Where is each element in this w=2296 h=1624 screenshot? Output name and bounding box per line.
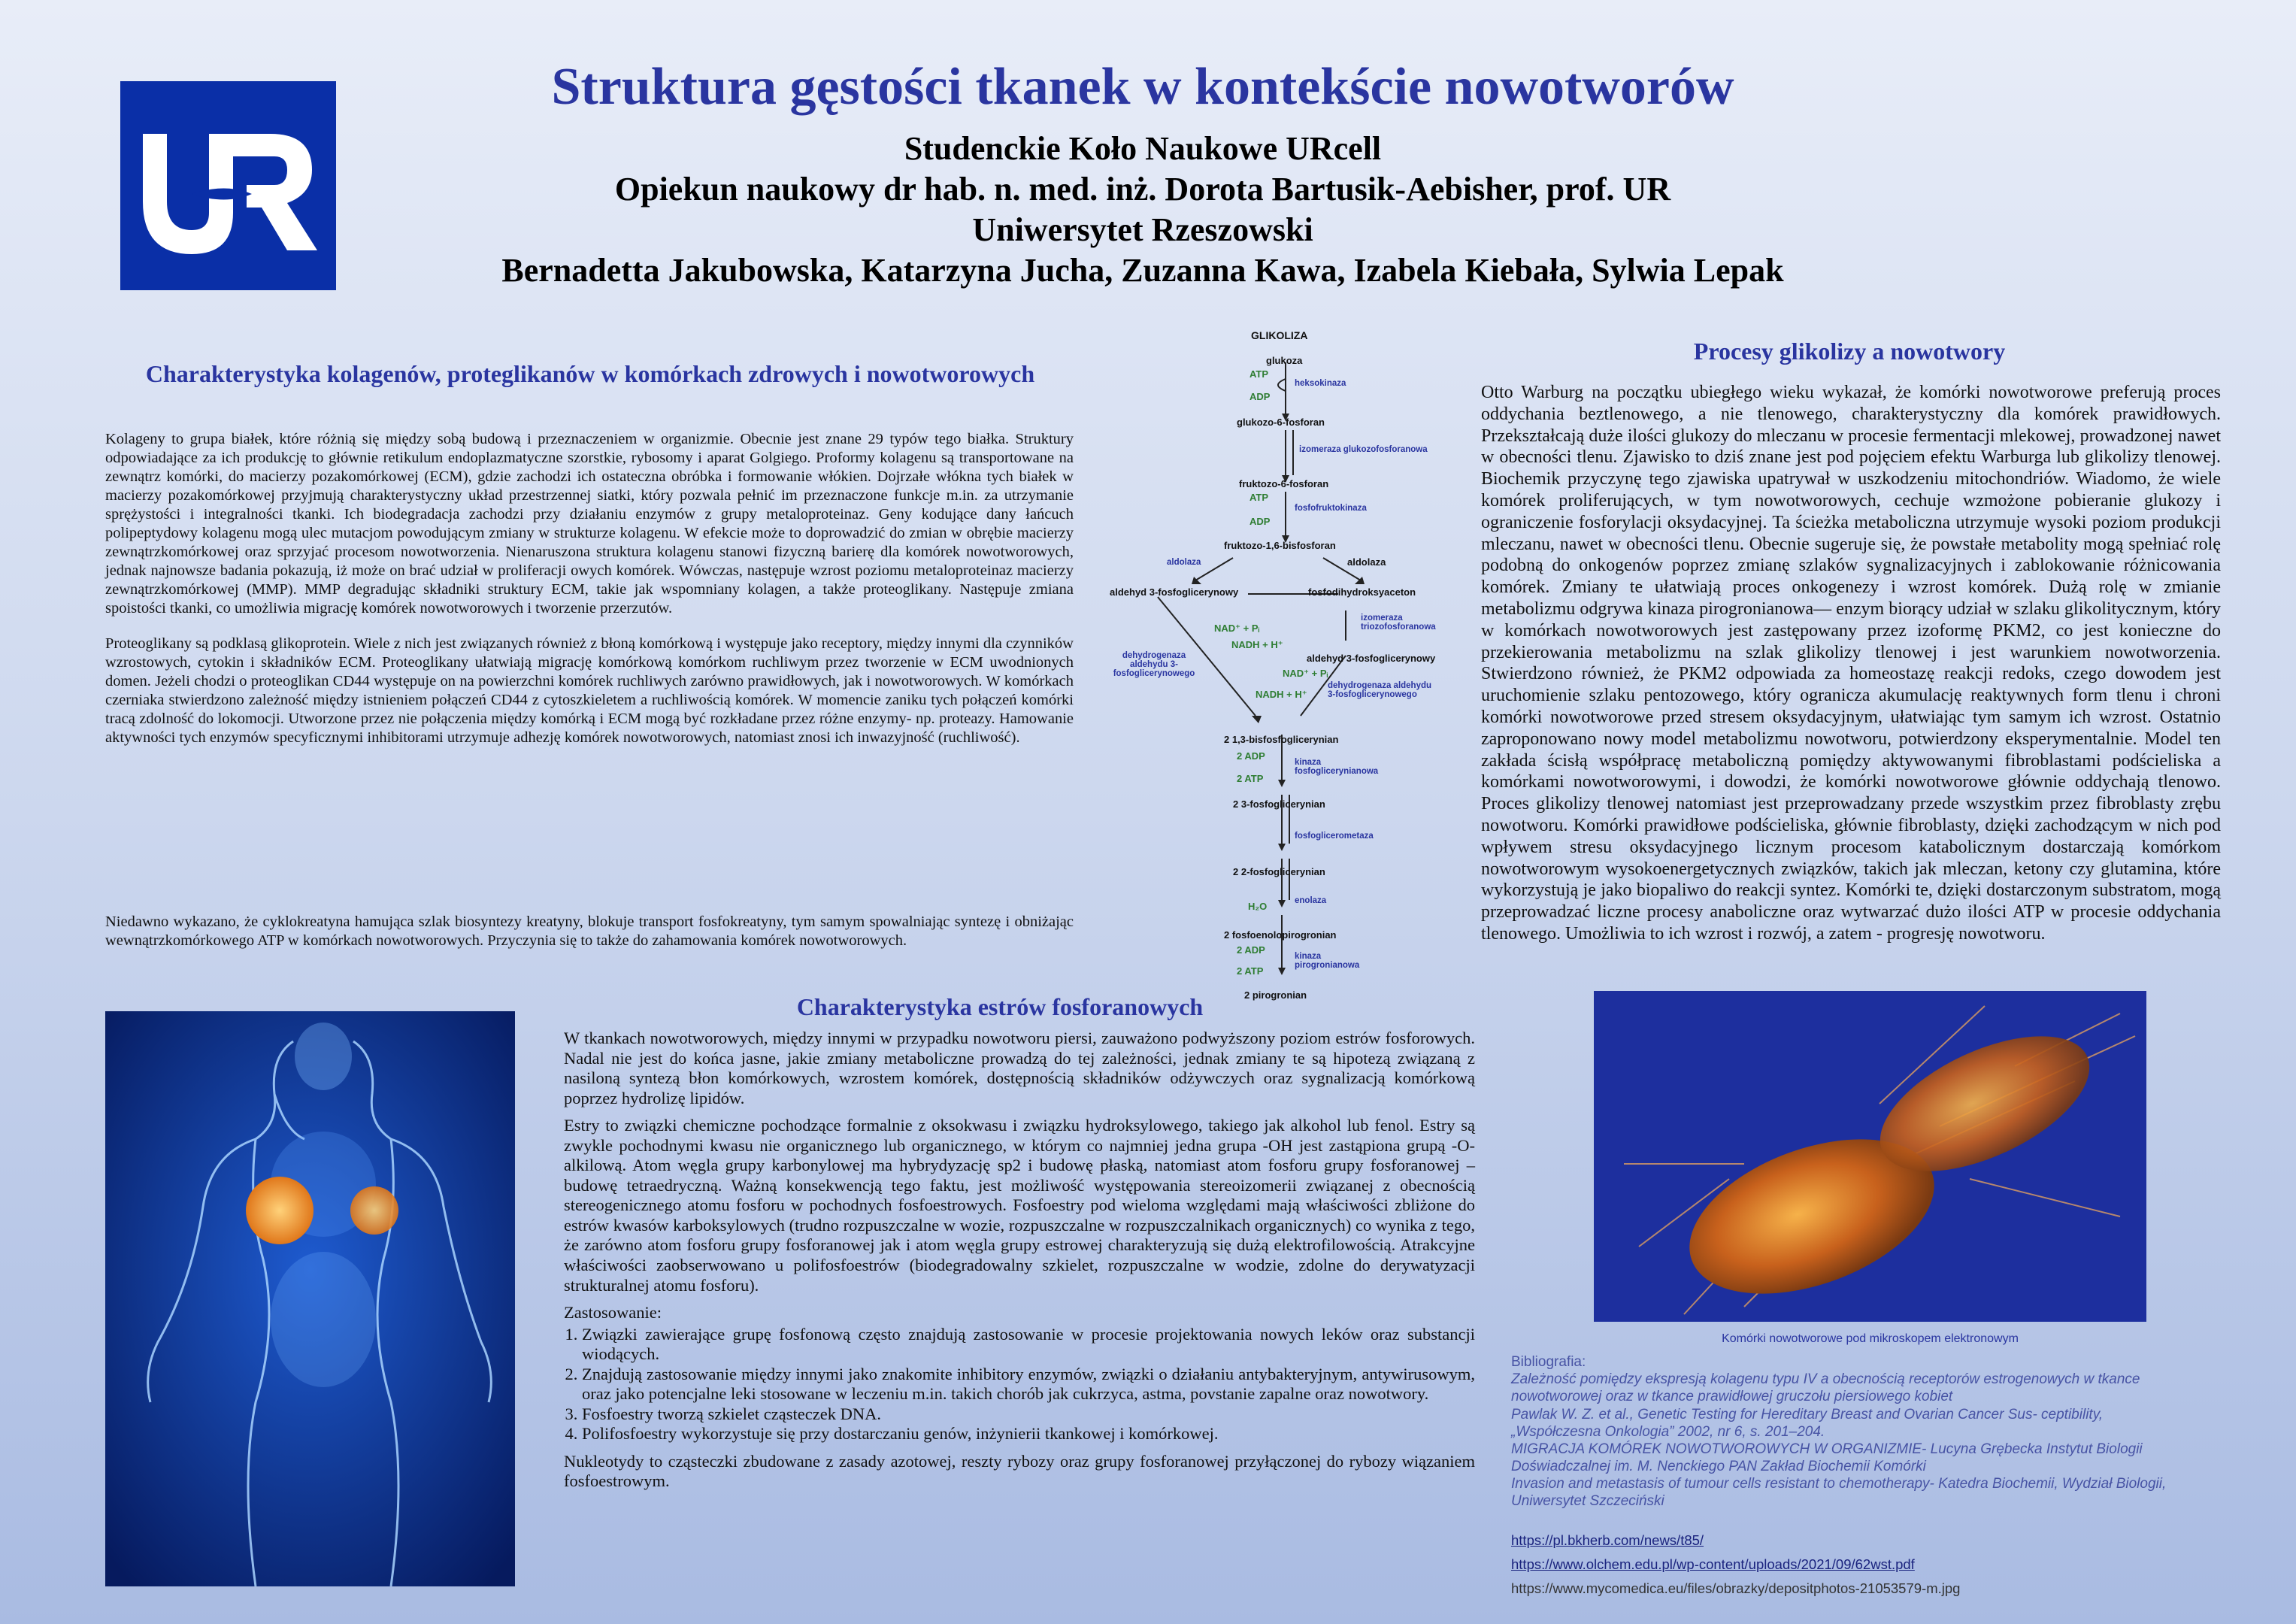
- enzyme-tpi: izomeraza triozofosforanowa: [1361, 614, 1436, 632]
- bibliography-link-1[interactable]: https://pl.bkherb.com/news/t85/: [1511, 1532, 1704, 1548]
- metabolite-bpg: 2 1,3-bisfosfoglicerynian: [1224, 734, 1339, 745]
- metabolite-glukoza: glukoza: [1266, 355, 1303, 366]
- breast-tumor-left-icon: [246, 1177, 314, 1244]
- metabolite-pg2: 2 2-fosfoglicerynian: [1233, 866, 1325, 877]
- enzyme-pgm: fosfoglicerometaza: [1295, 832, 1374, 841]
- bibliography-label: Bibliografia:: [1511, 1354, 1586, 1370]
- poster-title: Struktura gęstości tkanek w kontekście nowotworów: [551, 58, 1734, 116]
- collagen-section: [105, 430, 1074, 764]
- bibliography-item: Zależność pomiędzy ekspresją kolagenu typu IV a obecnością receptorów estrogenowych w tkance nowotworowej oraz w tkance prawidłowej gruczołu piersiowego kobiet: [1511, 1371, 2140, 1405]
- university-logo: [120, 81, 336, 290]
- cofactor-nadh2: NADH + H⁺: [1256, 689, 1307, 700]
- list-item: 3. Fosfoestry tworzą szkielet cząsteczek DNA.: [582, 1404, 1475, 1425]
- cofactor-atp4: 2 ATP: [1237, 965, 1264, 977]
- esters-paragraph-3: Nukleotydy to cząsteczki zbudowane z zasady azotowej, reszty rybozy oraz grupy fosforanowej przyłączonej do rybozy wiązaniem fosfoestrowym.: [564, 1451, 1475, 1491]
- cofactor-nadh1: NADH + H⁺: [1231, 639, 1283, 650]
- cofactor-nad1: NAD⁺ + Pᵢ: [1214, 623, 1260, 634]
- esters-paragraph-2: Estry to związki chemiczne pochodzące formalnie z oksokwasu i związku hydroksylowego, takiego jak alkohol lub fenol. Estry są zwykle pochodnymi kwasu nie organicznego lub organicznego, w którym co najmniej jedna grupa -OH jest zastąpiona grupą -O-alkilową. Atom węgla grupy karbonylowej ma hybrydyzację sp2 i budowę płaską, natomiast atom fosforu grupy fosforanowej – budowę tetraedryczną. Ważną konsekwencją tego faktu, jest możliwość występowania stereoizomerii związanej z obecnością stereogenicznego atomu fosforu w pochodnych fosfoestrowych. Fosfoestry pod wieloma względami mają właściwości zbliżone do estrów kwasów karboksylowych (trudno rozpuszczalne w wozie, rozpuszczalne w rozpuszczalnikach organicznych) co wynika z tego, że zarówno atom fosforu grupy fosforanowej jak i atom węgla grupy estrowej charakteryzują się dużą elektrofilowością. Atrakcyjne właściwości zaobserwowano u polifosfoestrów (biodegradowalny szkielet, rozpuszczalne w wodzie, zdolne do derywatyzacji strukturalnej atomu fosforu).: [564, 1116, 1475, 1295]
- header-line-3: Uniwersytet Rzeszowski: [972, 211, 1313, 248]
- uses-label: Zastosowanie:: [564, 1303, 662, 1323]
- bibliography: [1511, 1353, 2188, 1510]
- cofactor-nad2: NAD⁺ + Pᵢ: [1283, 668, 1328, 679]
- metabolite-f6p: fruktozo-6-fosforan: [1239, 478, 1329, 489]
- ur-logo-icon: [120, 81, 336, 290]
- uses-list: [564, 1325, 1475, 1444]
- collagen-paragraph-1: Kolageny to grupa białek, które różnią się między sobą budową i przeznaczeniem w organizmie. Obecnie jest znane 29 typów tego białka. Struktury odpowiadające za ich produkcję to głównie retikulum endoplazmatyczne szorstkie, rybosomy i aparat Golgiego. Proformy kolagenu są transportowane na zewnątrz komórki, do macierzy pozakomórkowej (ECM), gdzie zachodzi ich ostateczna obróbka i formowanie włókien. Dojrzałe włókna tych białek w macierzy pozakomórkowej przyjmują charakterystyczny układ przestrzennej siatki, który pozwala pełnić im przeznaczone funkcje m.in. za utrzymanie sprężystości i integralności tkanki. Ich biodegradacja zachodzi przy działaniu enzymów z grupy metaloproteinaz. Geny kodujące dany łańcuch polipeptydowy kolagenu mogą ulec mutacjom powodującym zmiany w strukturze kolagenu. W efekcie może to doprowadzić do zmian w obrębie macierzy zewnątrzkomórkowej oraz sprzyjać procesom nowotworzenia. Nienaruszona struktura kolagenu stanowi fizyczną barierę dla komórek nowotworowych, jednak najnowsze badania pokazują, iż może on brać udział w proliferacji owych komórek. Wówczas, następuje wzrost poziomu metaloproteinaz macierzy zewnątrzkomórkowej (MMP). MMP degradując składniki struktury ECM, takie jak wspomniany kolagen, a także proteoglikany. Następuje zmiana spoistości tkanki, co umożliwia migrację komórek nowotworowych i tworzenie przerzutów.: [105, 431, 1074, 617]
- cyclocreatine-paragraph: Niedawno wykazano, że cyklokreatyna hamująca szlak biosyntezy kreatyny, blokuje transport fosfokreatyny, tym samym spowalniając syntezę i obniżając wewnątrzkomórkowego ATP w komórkach nowotworowych. Przyczynia się to także do zahamowania komórek nowotworowych.: [105, 914, 1074, 949]
- bibliography-item: MIGRACJA KOMÓREK NOWOTWOROWYCH W ORGANIZMIE- Lucyna Grębecka Instytut Biologii Doświadczalnej im. M. Nenckiego PAN Zakład Biochemii Komórki: [1511, 1441, 2143, 1475]
- cancer-cells-micrograph: [1594, 991, 2146, 1322]
- cofactor-adp4: 2 ADP: [1237, 944, 1265, 956]
- header-line-4: Bernadetta Jakubowska, Katarzyna Jucha, Zuzanna Kawa, Izabela Kiebała, Sylwia Lepak: [501, 252, 1784, 289]
- collagen-heading: Charakterystyka kolagenów, proteglikanów w komórkach zdrowych i nowotworowych: [145, 360, 1035, 387]
- list-item: 1. Związki zawierające grupę fosfonową często znajdują zastosowanie w procesie projektowania nowych leków oraz substancji wiodących.: [582, 1325, 1475, 1365]
- metabolite-gap2: aldehyd 3-fosfoglicerynowy: [1307, 653, 1436, 664]
- enzyme-pgk: kinaza fosfoglicerynianowa: [1295, 758, 1379, 776]
- cofactor-adp3: 2 ADP: [1237, 750, 1265, 762]
- enzyme-gapdh-2: dehydrogenaza aldehydu 3-fosfoglicerynowego: [1328, 681, 1432, 699]
- proteoglycan-paragraph: Proteoglikany są podklasą glikoprotein. Wiele z nich jest związanych również z błoną komórkową i występuje jako receptory, między innymi dla czynników wzrostowych, cytokin i składników ECM. Proteoglikany ułatwiają migrację komórkową komórkom ruchliwym przez tworzenie w ECM uwodnionych domen. Jeżeli chodzi o proteoglikan CD44 występuje on na powierzchni komórek ruchliwych zarówno prawidłowych, jak i nowotworowych. W komórkach czerniaka stwierdzono zależność między istnieniem połączeń CD44 z cytoszkieletem a ruchliwością komórek. W momencie zaniku tych połączeń komórki tracą zdolność do lokomocji. Utworzone przez nie połączenia między komórką i ECM mogą być rozkładane przez różne enzymy- np. proteazy. Hamowanie aktywności tych enzymów specyficznymi inhibitorami utrzymuje adhezję komórek nowotworowych, natomiast znosi ich inwazyjność (ruchliwość).: [105, 635, 1074, 746]
- enzyme-aldolaza-1: aldolaza: [1167, 558, 1201, 567]
- esters-paragraph-1: W tkankach nowotworowych, między innymi w przypadku nowotworu piersi, zauważono podwyższony poziom estrów fosforowych. Nadal nie jest do końca jasne, jakie zmiany metaboliczne prowadzą do tej zależności, jednak zmiany te są hipotezą związaną z nasiloną syntezą błon komórkowych, wzrostem komórek, dostępnością składników odżywczych oraz sygnalizacją komórkową poprzez hydrolizę lipidów.: [564, 1029, 1475, 1107]
- enzyme-gpi: izomeraza glukozofosforanowa: [1299, 445, 1428, 454]
- enzyme-pk: kinaza pirogronianowa: [1295, 952, 1360, 970]
- list-item: 4. Polifosfoestry wykorzystuje się przy dostarczaniu genów, inżynierii tkankowej i komórkowej.: [582, 1424, 1475, 1444]
- metabolite-g6p: glukozo-6-fosforan: [1237, 417, 1325, 428]
- phosphate-esters-heading: Charakterystyka estrów fosforanowych: [796, 993, 1204, 1020]
- enzyme-heksokinaza: heksokinaza: [1295, 379, 1346, 388]
- enzyme-pfk: fosfofruktokinaza: [1295, 504, 1367, 513]
- bibliography-link-3[interactable]: https://www.mycomedica.eu/files/obrazky/depositphotos-21053579-m.jpg: [1511, 1580, 1961, 1596]
- enzyme-gapdh-1: dehydrogenaza aldehydu 3-fosfoglicerynowego: [1113, 651, 1195, 678]
- list-item: 2. Znajdują zastosowanie między innymi jako znakomite inhibitory enzymów, związki o działaniu antybakteryjnym, antywirusowym, oraz jako potencjalne leki stosowane w leczeniu m.in. takich chorób jak cukrzyca, astma, povstanie zapalne oraz nowotwory.: [582, 1365, 1475, 1404]
- metabolite-pep: 2 fosfoenolopirogronian: [1224, 929, 1337, 941]
- bibliography-item: Invasion and metastasis of tumour cells resistant to chemotherapy- Katedra Biochemii, Wydział Biologii, Uniwersytet Szczeciński: [1511, 1476, 2167, 1510]
- cofactor-adp2: ADP: [1249, 516, 1271, 527]
- warburg-paragraph: Otto Warburg na początku ubiegłego wieku wykazał, że komórki nowotworowe preferują proces oddychania beztlenowego, a nie tlenowego, charakterystyczny dla komórek prawidłowych. Przekształcają duże ilości glukozy do mleczanu w procesie fermentacji mlekowej, prowadzonej nawet w obecności tlenu. Zjawisko to dziś znane jest pod pojęciem efektu Warburga lub glikolizy tlenowej. Biochemik przyczynę tego zjawiska upatrywał w uszkodzeniu mitochondriów. Wiadomo, że wiele komórek proliferujących, w tym nowotworowych, cechuje wzmożone pobieranie glukozy i ograniczenie fosforylacji oksydacyjnej. Ta ścieżka metaboliczna utrzymuje wysoki poziom produkcji mleczanu, nawet w obecności tlenu. Obecnie sugeruje się, że powstałe metabolity mogą spełniać rolę podobną do onkogenów poprzez zmianę szlaków sygnalizacyjnych i zablokowanie różnicowania komórek. Zmiany te ułatwiają proces onkogenezy i wzrost komórek. Dużą rolę w zmianie metabolizmu odgrywa kinaza pirogronianowa— enzym biorący udział w szlaku glikolitycznym, który w komórkach nowotworowych jest zastępowany przez izoformę PKM2, co jest konieczne do przekierowania metabolizmu na szlak glikolizy tlenowej i jest warunkiem nowotworzenia. Stwierdzono również, że PKM2 odpowiada za homeostazę reakcji redoks, czego dowodem jest uruchomienie szlaku pentozowego, który ogranicza akumulację reaktywnych form tlenu i chroni komórki nowotworowe przed stresem oksydacyjnym, ułatwiając tym samym ich wzrost. Ostatnio zaproponowano nowy model metabolizmu nowotworu, potwierdzony eksperymentalnie. Model ten zakłada ścisłą współpracę metaboliczną pomiędzy aktywowanymi fibroblastami podścieliska a komórkami nowotworowymi, i dowodzi, że komórki nowotworowe głównie oddychają tlenowo. Proces glikolizy tlenowej natomiast jest przeprowadzany przede wszystkim przez fibroblasty zrębu nowotworu. Komórki prawidłowe podścieliska, głównie fibroblasty, dzięki zachodzącym w nich pod wpływem stresu oksydacyjnego licznym procesom katabolicznym dostarczają komórkom nowotworowym wysokoenergetycznych związków, takich jak mleczan, ketony czy glutamina, które wykorzystują je jako biopaliwo do reakcji syntez. Komórki te, dzięki dostarczonym substratom, mogą przeprowadzać liczne procesy anaboliczne oraz wytwarzać dużo ilości ATP w procesie oddychania tlenowego. Umożliwia to ich wzrost i rozwój, a zatem - progresję nowotworu.: [1481, 383, 2221, 944]
- phosphate-esters-section: [564, 1029, 1475, 1499]
- header-line-2: Opiekun naukowy dr hab. n. med. inż. Dorota Bartusik-Aebisher, prof. UR: [614, 171, 1671, 208]
- enzyme-aldolaza-2-label: aldolaza: [1347, 556, 1386, 568]
- glycolysis-diagram: [1105, 325, 1474, 1009]
- metabolite-pyr: 2 pirogronian: [1244, 989, 1307, 1001]
- enzyme-enolaza: enolaza: [1295, 896, 1327, 905]
- breast-tumor-right-icon: [350, 1186, 398, 1235]
- metabolite-gap: aldehyd 3-fosfoglicerynowy: [1110, 586, 1239, 598]
- cofactor-atp2: ATP: [1249, 492, 1269, 503]
- cofactor-atp1: ATP: [1249, 368, 1269, 380]
- glycolysis-title: GLIKOLIZA: [1251, 329, 1308, 341]
- metabolite-dhap: fosfodihydroksyaceton: [1308, 586, 1416, 598]
- metabolite-pg3: 2 3-fosfoglicerynian: [1233, 798, 1325, 810]
- metabolite-f16bp: fruktozo-1,6-bisfosforan: [1224, 540, 1336, 551]
- cofactor-h2o: H₂O: [1248, 901, 1268, 912]
- micrograph-caption: Komórki nowotworowe pod mikroskopem elektronowym: [1722, 1332, 2019, 1345]
- header-line-1: Studenckie Koło Naukowe URcell: [904, 130, 1382, 167]
- cofactor-atp3: 2 ATP: [1237, 773, 1264, 784]
- bibliography-link-2[interactable]: https://www.olchem.edu.pl/wp-content/uploads/2021/09/62wst.pdf: [1511, 1556, 1915, 1572]
- human-body-illustration: [105, 1011, 515, 1586]
- glycolysis-cancer-heading: Procesy glikolizy a nowotwory: [1693, 338, 2006, 365]
- cofactor-adp1: ADP: [1249, 391, 1271, 402]
- bibliography-item: Pawlak W. Z. et al., Genetic Testing for Hereditary Breast and Ovarian Cancer Sus- ceptibility, „Współczesna Onkologia” 2002, nr 6, s. 201–204.: [1511, 1406, 2104, 1440]
